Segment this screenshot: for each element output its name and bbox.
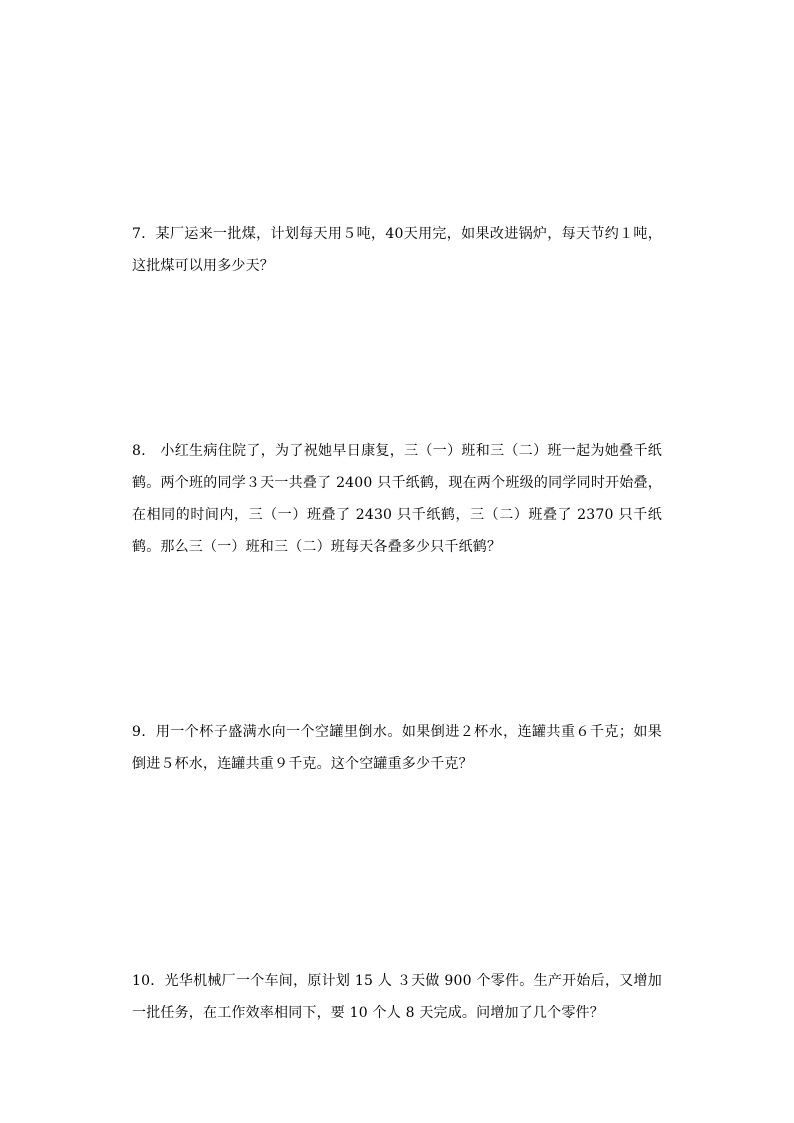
question-9: 9．用一个杯子盛满水向一个空罐里倒水。如果倒进２杯水，连罐共重６千克；如果倒进５杯水，连罐共重９千克。这个空罐重多少千克？ [132, 724, 662, 772]
question-7: 7．某厂运来一批煤，计划每天用５吨，40天用完，如果改进锅炉，每天节约１吨，这批煤可以用多少天？ [132, 226, 662, 274]
question-8: 8． 小红生病住院了，为了祝她早日康复，三（一）班和三（二）班一起为她叠千纸鹤。两个班的同学３天一共叠了 2400 只千纸鹤，现在两个班级的同学同时开始叠，在相同的时间内，三（一）班叠了 2430 只千纸鹤，三（二）班叠了 2370 只千纸鹤。那么三（一）班和三（二）班每天各叠多少只千纸鹤？ [132, 443, 662, 555]
question-10: 10．光华机械厂一个车间，原计划 15 人 ３天做 900 个零件。生产开始后，又增加一批任务，在工作效率相同下，要 10 个人 8 天完成。问增加了几个零件？ [132, 973, 662, 1021]
